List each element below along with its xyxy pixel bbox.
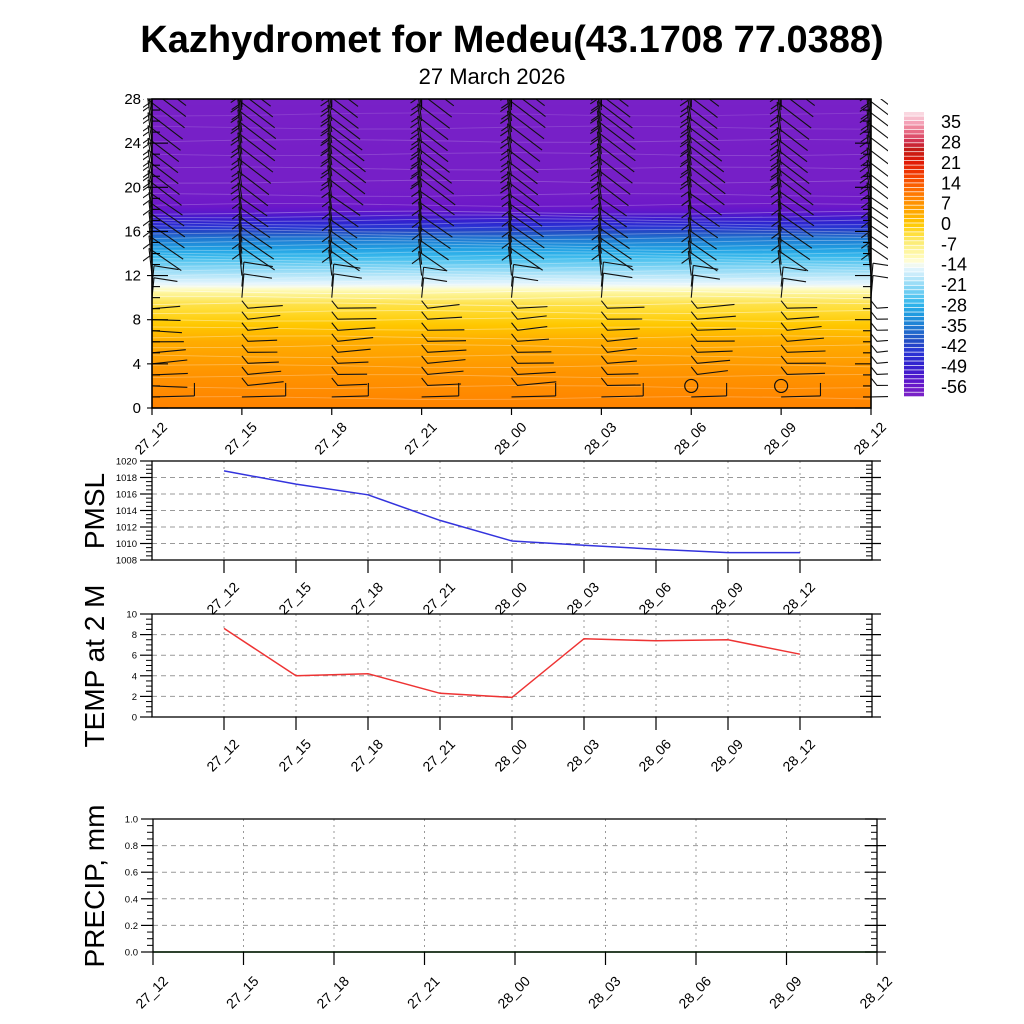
y-tick-label: 1018 xyxy=(115,473,137,484)
time-label: 27_18 xyxy=(313,972,353,1012)
wind-barb xyxy=(860,76,868,82)
y-tick-label: 24 xyxy=(124,135,141,153)
colorbar-swatch xyxy=(904,143,924,147)
time-label: 27_18 xyxy=(311,418,350,458)
colorbar-swatch xyxy=(904,157,924,161)
colorbar-label: 21 xyxy=(941,152,962,173)
wind-barb xyxy=(680,76,688,82)
time-label: 28_12 xyxy=(779,578,819,618)
colorbar-swatch xyxy=(904,125,924,129)
colorbar-swatch xyxy=(904,179,924,183)
colorbar-swatch xyxy=(904,250,924,254)
time-label: 28_00 xyxy=(490,418,530,458)
colorbar-swatch xyxy=(904,112,924,116)
colorbar-label: -35 xyxy=(941,315,968,336)
colorbar-label: 14 xyxy=(941,173,962,194)
wind-barb xyxy=(770,73,778,79)
wind-barb xyxy=(231,78,239,84)
colorbar-swatch xyxy=(904,192,924,196)
time-label: 28_09 xyxy=(707,735,747,775)
colorbar-swatch xyxy=(904,219,924,223)
time-label: 28_09 xyxy=(765,972,805,1012)
y-tick-label: 8 xyxy=(132,311,141,329)
y-tick-label: 0.4 xyxy=(124,894,138,906)
wind-barb xyxy=(142,193,150,199)
wind-barb xyxy=(238,72,269,96)
colorbar-label: 7 xyxy=(941,193,952,214)
colorbar-swatch xyxy=(904,134,924,138)
colorbar-label: -28 xyxy=(941,295,968,316)
y-tick-label: 12 xyxy=(124,267,141,285)
time-label: 27_18 xyxy=(347,578,387,618)
colorbar-swatch xyxy=(904,299,924,303)
colorbar-label: -42 xyxy=(941,336,968,357)
time-label: 28_03 xyxy=(580,418,620,458)
temperature-colorbar xyxy=(904,112,967,397)
wind-barb xyxy=(873,276,899,280)
wind-barb xyxy=(411,85,419,91)
wind-barb xyxy=(860,86,868,92)
wind-barb xyxy=(680,88,688,94)
wind-barb xyxy=(867,122,903,150)
time-label: 27_15 xyxy=(222,972,262,1012)
colorbar-swatch xyxy=(904,361,924,365)
colorbar-swatch xyxy=(904,259,924,263)
colorbar-label: -14 xyxy=(941,254,968,275)
y-tick-label: 8 xyxy=(131,630,137,642)
time-label: 28_09 xyxy=(760,418,800,458)
wind-barb xyxy=(861,83,869,89)
colorbar-label: 28 xyxy=(941,132,962,153)
y-tick-label: 1008 xyxy=(115,555,137,567)
colorbar-swatch xyxy=(904,339,924,343)
wind-barb xyxy=(868,214,902,237)
wind-barb xyxy=(321,77,329,83)
cross-section-panel xyxy=(124,65,915,457)
wind-barb xyxy=(771,92,779,98)
y-tick-label: 10 xyxy=(126,609,137,621)
wind-barb xyxy=(867,148,899,173)
y-tick-label: 4 xyxy=(131,671,137,683)
temp-axis-title: TEMP at 2 M xyxy=(79,584,110,748)
wind-barb xyxy=(770,84,778,90)
colorbar-swatch xyxy=(904,241,924,245)
colorbar-swatch xyxy=(904,330,924,334)
colorbar-swatch xyxy=(904,317,924,321)
y-tick-label: 1014 xyxy=(115,506,137,517)
y-tick-label: 0.8 xyxy=(124,841,138,853)
wind-barb xyxy=(141,119,149,125)
y-tick-label: 0.2 xyxy=(124,920,138,932)
panel-frame xyxy=(152,614,872,717)
wind-barb xyxy=(322,84,330,90)
time-label: 28_12 xyxy=(779,735,819,775)
wind-barb xyxy=(141,73,149,79)
wind-barb xyxy=(868,246,903,270)
wind-barb xyxy=(232,84,240,90)
colorbar-swatch xyxy=(904,197,924,201)
time-label: 27_12 xyxy=(132,972,172,1012)
time-label: 27_12 xyxy=(203,578,243,618)
colorbar-swatch xyxy=(904,174,924,178)
wind-barb xyxy=(597,73,627,96)
y-tick-label: 1.0 xyxy=(124,814,138,826)
colorbar-swatch xyxy=(904,286,924,290)
y-tick-label: 16 xyxy=(124,223,141,241)
wind-barb xyxy=(148,66,152,99)
time-label: 28_12 xyxy=(850,418,890,458)
wind-barb xyxy=(142,256,150,261)
colorbar-swatch xyxy=(904,277,924,281)
wind-barb xyxy=(142,81,150,87)
colorbar-swatch xyxy=(904,370,924,374)
colorbar-swatch xyxy=(904,384,924,388)
time-label: 28_00 xyxy=(491,578,531,618)
wind-barb xyxy=(597,73,601,99)
time-label: 28_06 xyxy=(635,735,675,775)
time-label: 27_12 xyxy=(131,418,171,458)
wind-barb xyxy=(871,312,907,320)
wind-barb xyxy=(871,334,907,342)
wind-barb xyxy=(861,93,869,99)
colorbar-label: -7 xyxy=(941,234,958,255)
wind-barb xyxy=(868,224,903,248)
date-subtitle: 27 March 2026 xyxy=(418,64,566,89)
time-label: 27_21 xyxy=(403,972,443,1012)
time-label: 28_06 xyxy=(635,578,675,618)
time-label: 28_09 xyxy=(707,578,747,618)
y-tick-label: 4 xyxy=(132,355,141,373)
wind-barb xyxy=(411,73,419,79)
pmsl-axis-title: PMSL xyxy=(79,472,110,550)
colorbar-swatch xyxy=(904,272,924,276)
y-tick-label: 0 xyxy=(131,712,137,724)
colorbar-label: 35 xyxy=(941,112,962,133)
wind-barb xyxy=(771,81,779,87)
colorbar-swatch xyxy=(904,393,924,397)
wind-barb xyxy=(873,263,901,267)
colorbar-swatch xyxy=(904,223,924,227)
wind-barb xyxy=(867,70,900,95)
colorbar-swatch xyxy=(904,116,924,120)
time-label: 27_18 xyxy=(347,735,387,775)
colorbar-swatch xyxy=(904,121,924,125)
time-label: 28_06 xyxy=(675,972,715,1012)
wind-barb xyxy=(328,71,360,95)
time-label: 28_00 xyxy=(494,972,534,1012)
colorbar-swatch xyxy=(904,263,924,267)
colorbar-swatch xyxy=(904,148,924,152)
colorbar-swatch xyxy=(904,130,924,134)
wind-barb xyxy=(141,132,149,138)
wind-barb xyxy=(867,110,905,139)
colorbar-swatch xyxy=(904,326,924,330)
wind-barb xyxy=(141,107,149,113)
wind-barb xyxy=(687,69,721,95)
wind-barb xyxy=(871,323,906,331)
wind-barb xyxy=(777,65,815,94)
time-label: 27_15 xyxy=(275,578,315,618)
wind-barb xyxy=(141,95,149,101)
time-label: 27_15 xyxy=(275,735,315,775)
temp-panel xyxy=(126,610,881,775)
time-label: 28_03 xyxy=(563,578,603,618)
wind-barb xyxy=(231,87,239,93)
wind-barb xyxy=(867,135,902,161)
wind-barb xyxy=(501,92,509,98)
colorbar-swatch xyxy=(904,237,924,241)
time-label: 27_12 xyxy=(203,735,243,775)
colorbar-label: -21 xyxy=(941,275,968,296)
y-tick-label: 2 xyxy=(131,691,137,703)
wind-barb xyxy=(871,301,909,309)
wind-barb xyxy=(591,84,599,90)
y-tick-label: 1010 xyxy=(115,539,137,550)
wind-barb xyxy=(868,195,898,215)
colorbar-label: -49 xyxy=(941,356,968,377)
colorbar-swatch xyxy=(904,352,924,356)
colorbar-swatch xyxy=(904,348,924,352)
y-tick-label: 1016 xyxy=(115,489,137,501)
colorbar-swatch xyxy=(904,228,924,232)
colorbar-swatch xyxy=(904,210,924,214)
colorbar-swatch xyxy=(904,357,924,361)
wind-barb xyxy=(681,83,689,89)
wind-barb xyxy=(328,71,332,99)
colorbar-swatch xyxy=(904,344,924,348)
colorbar-swatch xyxy=(904,201,924,205)
colorbar-swatch xyxy=(904,183,924,187)
colorbar-label: -56 xyxy=(941,376,968,397)
precip-panel xyxy=(125,815,895,1012)
wind-barb xyxy=(867,70,871,99)
colorbar-swatch xyxy=(904,375,924,379)
colorbar-swatch xyxy=(904,165,924,169)
y-tick-label: 0.6 xyxy=(124,867,138,879)
colorbar-swatch xyxy=(904,206,924,210)
pmsl-panel xyxy=(116,457,881,618)
time-label: 28_03 xyxy=(563,735,603,775)
time-label: 28_06 xyxy=(670,418,710,458)
colorbar-swatch xyxy=(904,388,924,392)
colorbar-swatch xyxy=(904,290,924,294)
wind-barb xyxy=(868,234,904,259)
time-label: 27_21 xyxy=(400,418,440,458)
colorbar-swatch xyxy=(904,161,924,165)
wind-barb xyxy=(142,92,150,98)
time-label: 28_12 xyxy=(856,972,896,1012)
time-label: 27_15 xyxy=(221,418,260,458)
time-label: 28_00 xyxy=(491,735,531,775)
y-tick-label: 0.0 xyxy=(124,947,138,959)
time-label: 27_21 xyxy=(419,735,459,775)
wind-barb xyxy=(411,92,419,98)
colorbar-swatch xyxy=(904,308,924,312)
colorbar-swatch xyxy=(904,303,924,307)
colorbar-swatch xyxy=(904,295,924,299)
colorbar-label: 0 xyxy=(941,213,952,234)
page-title: Kazhydromet for Medeu(43.1708 77.0388) xyxy=(140,19,884,61)
colorbar-swatch xyxy=(904,139,924,143)
wind-barb xyxy=(590,78,598,84)
time-label: 28_03 xyxy=(584,972,624,1012)
y-tick-label: 0 xyxy=(132,400,141,417)
colorbar-swatch xyxy=(904,188,924,192)
colorbar-swatch xyxy=(904,246,924,250)
wind-barb xyxy=(590,89,598,95)
colorbar-swatch xyxy=(904,379,924,383)
colorbar-swatch xyxy=(904,335,924,339)
y-tick-label: 1012 xyxy=(115,522,137,534)
y-tick-label: 28 xyxy=(124,91,141,108)
colorbar-swatch xyxy=(904,312,924,316)
wind-barb xyxy=(868,205,900,227)
wind-barb xyxy=(148,66,185,94)
data-line xyxy=(224,471,800,553)
colorbar-swatch xyxy=(904,232,924,236)
colorbar-swatch xyxy=(904,366,924,370)
colorbar-swatch xyxy=(904,321,924,325)
wind-barb xyxy=(687,69,691,99)
y-tick-label: 1020 xyxy=(115,456,137,468)
wind-barb xyxy=(141,144,149,150)
wind-barb xyxy=(238,72,242,99)
wind-barb xyxy=(141,156,149,162)
y-tick-label: 6 xyxy=(131,650,137,662)
y-tick-label: 20 xyxy=(124,179,141,197)
colorbar-swatch xyxy=(904,255,924,259)
colorbar-swatch xyxy=(904,170,924,174)
time-label: 27_21 xyxy=(419,578,459,618)
colorbar-swatch xyxy=(904,152,924,156)
wind-barb xyxy=(871,345,909,353)
wind-barb xyxy=(141,84,149,90)
colorbar-swatch xyxy=(904,214,924,218)
colorbar-swatch xyxy=(904,268,924,272)
wind-barb xyxy=(777,65,781,99)
precip-axis-title: PRECIP, mm xyxy=(79,804,110,968)
colorbar-swatch xyxy=(904,281,924,285)
wind-barb xyxy=(321,89,329,95)
